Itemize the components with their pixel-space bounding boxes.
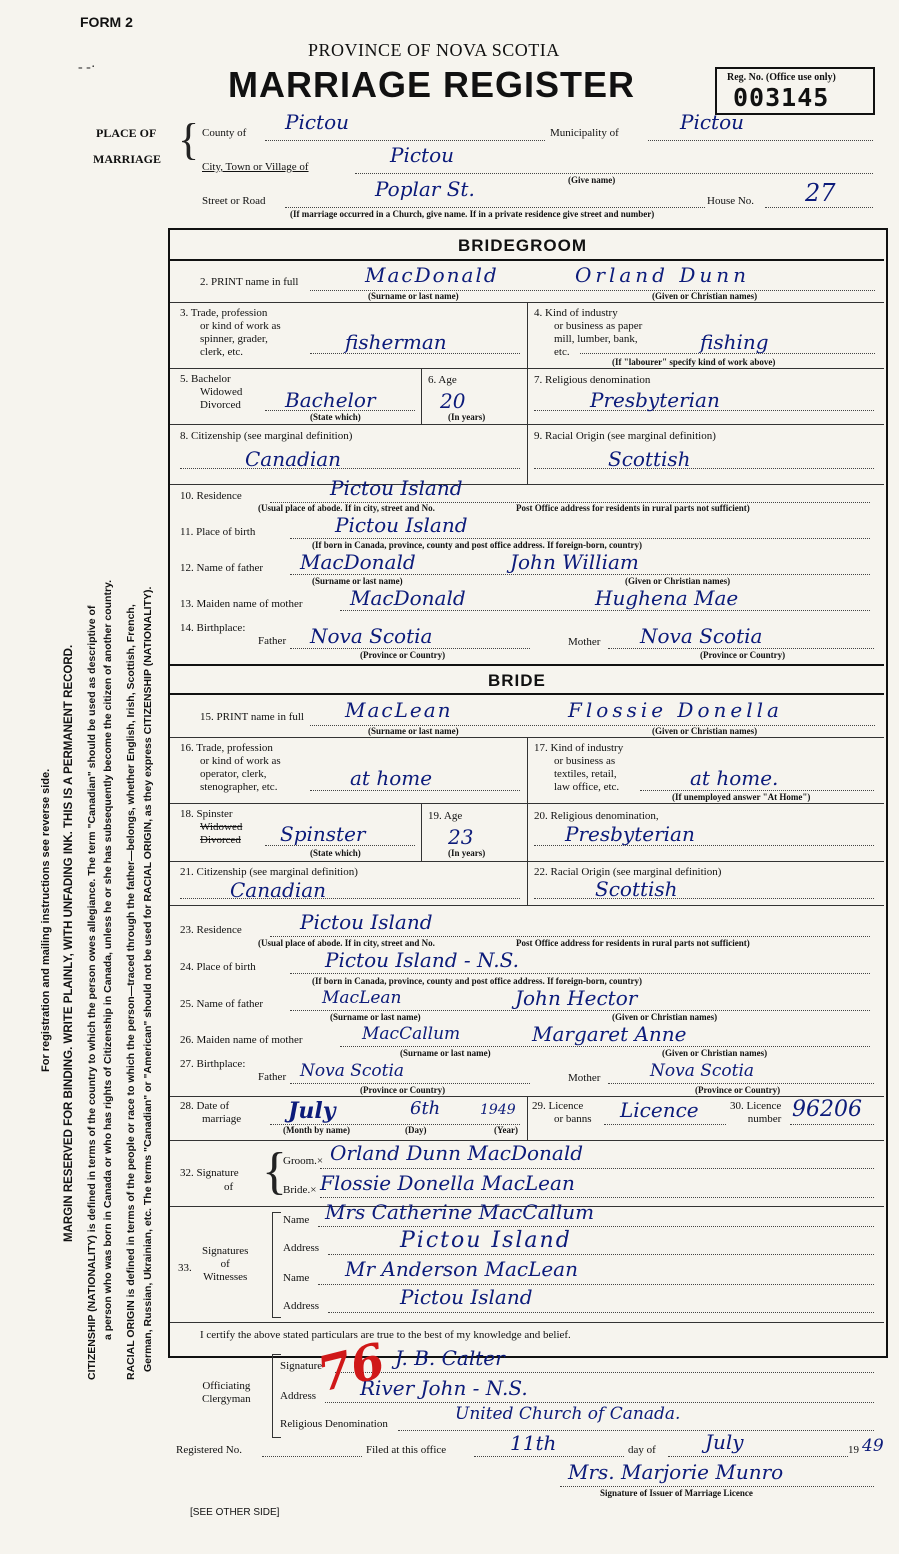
reg-no-label: Reg. No. (Office use only) [727, 72, 836, 83]
groom-residence-hint-2: Post Office address for residents in rural parts not sufficient) [516, 503, 750, 513]
groom-trade-label-4: clerk, etc. [200, 346, 244, 358]
groom-industry-label-1: 4. Kind of industry [534, 307, 618, 319]
groom-mother-birth-hint: (Province or Country) [700, 650, 786, 660]
filed-label: Filed at this office [366, 1444, 447, 1456]
bride-trade-label-4: stenographer, etc. [200, 781, 278, 793]
bride-residence-hint-2: Post Office address for residents in rural parts not sufficient) [516, 938, 750, 948]
licence-type: Licence [620, 1098, 699, 1122]
groom-age-hint: (In years) [448, 412, 486, 422]
bride-birth: Pictou Island - N.S. [325, 948, 519, 972]
groom-mother-birth: Nova Scotia [640, 624, 763, 648]
groom-age: 20 [440, 389, 466, 413]
groom-religion-label: 7. Religious denomination [534, 374, 651, 386]
bride-industry-label-2: or business as [554, 755, 616, 767]
groom-father-birth: Nova Scotia [310, 624, 433, 648]
groom-trade-label-3: spinner, grader, [200, 333, 268, 345]
bride-birthplace-father-label: Father [258, 1071, 287, 1083]
bride-mother-surname-hint: (Surname or last name) [400, 1048, 491, 1058]
marriage-month-hint: (Month by name) [283, 1125, 350, 1135]
groom-citizenship: Canadian [245, 447, 342, 471]
clergy-signature: J. B. Calter [395, 1346, 505, 1370]
filed-year: 49 [862, 1436, 884, 1456]
groom-status-hint: (State which) [310, 412, 361, 422]
bride-father-birth: Nova Scotia [300, 1061, 405, 1081]
groom-trade-label-2: or kind of work as [200, 320, 281, 332]
clergy-religion: United Church of Canada. [455, 1404, 681, 1424]
clergyman-label-2: Clergyman [202, 1393, 251, 1405]
groom-father-birth-hint: (Province or Country) [360, 650, 446, 660]
bride-citizenship: Canadian [230, 878, 327, 902]
marriage-month: July [288, 1098, 336, 1124]
bride-trade-label-1: 16. Trade, profession [180, 742, 273, 754]
bride-industry-label-4: law office, etc. [554, 781, 620, 793]
bride-status: Spinster [280, 822, 366, 846]
groom-father-surname: MacDonald [300, 550, 416, 574]
bride-birth-label: 24. Place of birth [180, 961, 256, 973]
bride-birth-hint: (If born in Canada, province, county and post office address. If foreign-born, country) [312, 976, 643, 986]
groom-birth: Pictou Island [335, 513, 468, 537]
bride-status-label-2: Widowed [200, 821, 243, 833]
street-label: Street or Road [202, 195, 266, 207]
red-registrar-mark: 76 [312, 1332, 391, 1404]
licence-type-label-2: or banns [554, 1113, 592, 1125]
municipality-label: Municipality of [550, 127, 619, 139]
house-label: House No. [707, 195, 755, 207]
groom-residence-label: 10. Residence [180, 490, 242, 502]
bride-trade: at home [350, 766, 433, 790]
bride-industry-label-3: textiles, retail, [554, 768, 617, 780]
certify-text: I certify the above stated particulars are true to the best of my knowledge and belief. [200, 1329, 571, 1341]
bride-age-hint: (In years) [448, 848, 486, 858]
groom-surname-hint: (Surname or last name) [368, 291, 459, 301]
filed-month: July [705, 1430, 744, 1454]
bride-mother-label: 26. Maiden name of mother [180, 1034, 303, 1046]
bride-status-hint: (State which) [310, 848, 361, 858]
groom-industry: fishing [700, 330, 769, 354]
bride-mother-surname: MacCallum [362, 1024, 461, 1044]
filed-day: 11th [510, 1431, 557, 1455]
clergy-address-label: Address [280, 1390, 317, 1402]
bride-status-label-1: 18. Spinster [180, 808, 233, 820]
city-value: Pictou [390, 143, 455, 167]
groom-trade: fisherman [345, 330, 447, 354]
bride-father-given: John Hector [515, 986, 638, 1010]
bride-father-surname-hint: (Surname or last name) [330, 1012, 421, 1022]
reg-no-value: 003145 [733, 83, 830, 112]
groom-industry-label-2: or business as paper [554, 320, 643, 332]
bride-father-birth-hint: (Province or Country) [360, 1085, 446, 1095]
filed-year-prefix: 19 [848, 1444, 859, 1456]
bride-mother-birth-label: Mother [568, 1072, 601, 1084]
groom-birthplace-father-label: Father [258, 635, 287, 647]
witness1-address: Pictou Island [400, 1228, 572, 1253]
groom-surname: MacDonald [365, 263, 499, 287]
marriage-year-hint: (Year) [494, 1125, 518, 1135]
street-value: Poplar St. [375, 177, 475, 201]
groom-origin: Scottish [608, 447, 691, 471]
groom-status-label-2: Widowed [200, 386, 243, 398]
bride-origin: Scottish [595, 877, 678, 901]
bride-religion: Presbyterian [565, 822, 695, 846]
groom-mother-label: 13. Maiden name of mother [180, 598, 303, 610]
groom-status-label-3: Divorced [200, 399, 241, 411]
bride-sig-label: Bride.× [283, 1184, 317, 1196]
bride-status-label-3: Divorced [200, 834, 241, 846]
licence-type-label-1: 29. Licence [532, 1100, 584, 1112]
groom-residence-hint: (Usual place of abode. If in city, street and No. [258, 503, 435, 513]
place-label-2: MARRIAGE [93, 152, 161, 166]
province-title: PROVINCE OF NOVA SCOTIA [308, 40, 560, 60]
witness1-address-label: Address [283, 1242, 320, 1254]
licence-number: 96206 [792, 1097, 862, 1122]
bride-trade-label-2: or kind of work as [200, 755, 281, 767]
stray-marks: - -· [78, 60, 96, 75]
bride-mother-birth-hint: (Province or Country) [695, 1085, 781, 1095]
groom-mother-birth-label: Mother [568, 636, 601, 648]
see-other-side: [SEE OTHER SIDE] [190, 1507, 280, 1518]
groom-mother-surname: MacDonald [350, 586, 466, 610]
bride-mother-given-hint: (Given or Christian names) [662, 1048, 768, 1058]
licence-number-label-2: number [747, 1113, 782, 1125]
bridegroom-heading: BRIDEGROOM [458, 236, 587, 255]
marriage-day: 6th [410, 1098, 441, 1119]
bride-age-label: 19. Age [428, 810, 463, 822]
bride-age: 23 [448, 825, 474, 849]
county-value: Pictou [285, 110, 350, 134]
bride-industry-hint: (If unemployed answer "At Home") [672, 792, 811, 802]
groom-industry-hint: (If "labourer" specify kind of work above) [612, 357, 776, 367]
groom-religion: Presbyterian [590, 388, 720, 412]
groom-mother-given: Hughena Mae [595, 586, 739, 610]
groom-sig-label: Groom.× [283, 1155, 324, 1167]
groom-trade-label-1: 3. Trade, profession [180, 307, 268, 319]
witness2-name: Mr Anderson MacLean [345, 1257, 578, 1281]
bride-heading: BRIDE [488, 671, 546, 690]
clergy-address: River John - N.S. [360, 1376, 528, 1400]
witness-label-3: Witnesses [203, 1271, 248, 1283]
bride-origin-label: 22. Racial Origin (see marginal definition) [534, 866, 722, 878]
issuer-signature: Mrs. Marjorie Munro [568, 1460, 784, 1484]
house-value: 27 [805, 179, 836, 207]
bride-father-surname: MacLean [322, 988, 402, 1008]
marriage-year: 1949 [480, 1102, 516, 1118]
clergyman-label-1: Officiating [202, 1380, 251, 1392]
place-label-1: PLACE OF [96, 126, 157, 140]
day-of-label: day of [628, 1444, 656, 1456]
witness-number: 33. [178, 1262, 192, 1274]
margin-binding-note: MARGIN RESERVED FOR BINDING. WRITE PLAINLY, WITH UNFADING INK. THIS IS A PERMANENT RECORD. [63, 644, 75, 1242]
margin-racial-1: RACIAL ORIGIN is defined in terms of the people or race to which the person—traced through the father—belongs, whether English, Irish, Scottish, French, [125, 604, 137, 1380]
clergy-religion-label: Religious Denomination [280, 1418, 388, 1430]
margin-citizenship-1: CITIZENSHIP (NATIONALITY) is defined in terms of the country to which the person owes allegiance. The term "Canadian" should be used as descriptive of [86, 605, 98, 1380]
groom-status: Bachelor [285, 388, 376, 412]
groom-industry-label-4: etc. [554, 346, 570, 358]
give-name-hint: (Give name) [568, 175, 616, 185]
witness2-address-label: Address [283, 1300, 320, 1312]
witness2-name-label: Name [283, 1272, 310, 1284]
witness2-address: Pictou Island [400, 1285, 533, 1309]
register-title: MARRIAGE REGISTER [228, 64, 636, 105]
marriage-date-label-2: marriage [202, 1113, 242, 1125]
witness-label-2: of [220, 1258, 230, 1270]
bride-name-label: 15. PRINT name in full [200, 711, 304, 723]
city-label: City, Town or Village of [202, 161, 309, 173]
witness1-name: Mrs Catherine MacCallum [325, 1200, 595, 1224]
groom-citizenship-label: 8. Citizenship (see marginal definition) [180, 430, 353, 442]
bride-given-hint: (Given or Christian names) [652, 726, 758, 736]
licence-number-label-1: 30. Licence [730, 1100, 782, 1112]
bride-signature: Flossie Donella MacLean [320, 1171, 575, 1195]
groom-origin-label: 9. Racial Origin (see marginal definition) [534, 430, 716, 442]
place-brace: { [178, 115, 200, 164]
groom-father-given: John William [510, 550, 639, 574]
groom-given: Orland Dunn [575, 263, 750, 287]
bride-father-label: 25. Name of father [180, 998, 264, 1010]
groom-father-given-hint: (Given or Christian names) [625, 576, 731, 586]
groom-birth-label: 11. Place of birth [180, 526, 256, 538]
bride-birthplace-label: 27. Birthplace: [180, 1058, 246, 1070]
groom-given-hint: (Given or Christian names) [652, 291, 758, 301]
margin-instructions: For registration and mailing instructions see reverse side. [40, 768, 52, 1072]
margin-citizenship-2: a person who was born in Canada or who has rights of Citizenship in Canada, unless he or she has subsequently become the citizen of another country. [102, 579, 114, 1340]
bride-residence: Pictou Island [300, 910, 433, 934]
bride-residence-hint: (Usual place of abode. If in city, street and No. [258, 938, 435, 948]
bride-surname-hint: (Surname or last name) [368, 726, 459, 736]
bride-citizenship-label: 21. Citizenship (see marginal definition) [180, 866, 358, 878]
witness1-name-label: Name [283, 1214, 310, 1226]
bride-religion-label: 20. Religious denomination, [534, 810, 659, 822]
groom-father-label: 12. Name of father [180, 562, 264, 574]
groom-father-surname-hint: (Surname or last name) [312, 576, 403, 586]
groom-industry-label-3: mill, lumber, bank, [554, 333, 638, 345]
signature-label: 32. Signature [180, 1167, 239, 1179]
bride-trade-label-3: operator, clerk, [200, 768, 267, 780]
groom-name-label: 2. PRINT name in full [200, 276, 299, 288]
margin-racial-2: German, Russian, Ukrainian, etc. The terms "Canadian" or "American" should not be used for RACIAL ORIGIN, as they express CITIZENSHIP (NATIONALITY). [142, 586, 154, 1372]
groom-residence: Pictou Island [330, 476, 463, 500]
county-label: County of [202, 127, 247, 139]
reg-no-box [715, 67, 875, 115]
bride-given: Flossie Donella [568, 698, 783, 722]
groom-birthplace-label: 14. Birthplace: [180, 622, 246, 634]
bride-mother-given: Margaret Anne [532, 1022, 687, 1046]
groom-signature: Orland Dunn MacDonald [330, 1141, 584, 1165]
form-number: FORM 2 [80, 14, 133, 30]
marriage-date-label-1: 28. Date of [180, 1100, 230, 1112]
marriage-day-hint: (Day) [405, 1125, 427, 1135]
signature-of-label: of [224, 1181, 234, 1193]
issuer-label: Signature of Issuer of Marriage Licence [600, 1488, 753, 1498]
bride-residence-label: 23. Residence [180, 924, 242, 936]
clergy-signature-label: Signature [280, 1360, 323, 1372]
witness-label-1: Signatures [202, 1245, 249, 1257]
groom-birth-hint: (If born in Canada, province, county and post office address. If foreign-born, country) [312, 540, 643, 550]
municipality-value: Pictou [680, 110, 745, 134]
bride-surname: MacLean [345, 698, 453, 722]
groom-status-label-1: 5. Bachelor [180, 373, 231, 385]
bride-mother-birth: Nova Scotia [650, 1061, 755, 1081]
groom-age-label: 6. Age [428, 374, 457, 386]
church-note: (If marriage occurred in a Church, give name. If in a private residence give street and number) [290, 209, 655, 219]
bride-industry: at home. [690, 766, 779, 790]
bride-industry-label-1: 17. Kind of industry [534, 742, 624, 754]
bride-father-given-hint: (Given or Christian names) [612, 1012, 718, 1022]
registered-no-label: Registered No. [176, 1444, 242, 1456]
